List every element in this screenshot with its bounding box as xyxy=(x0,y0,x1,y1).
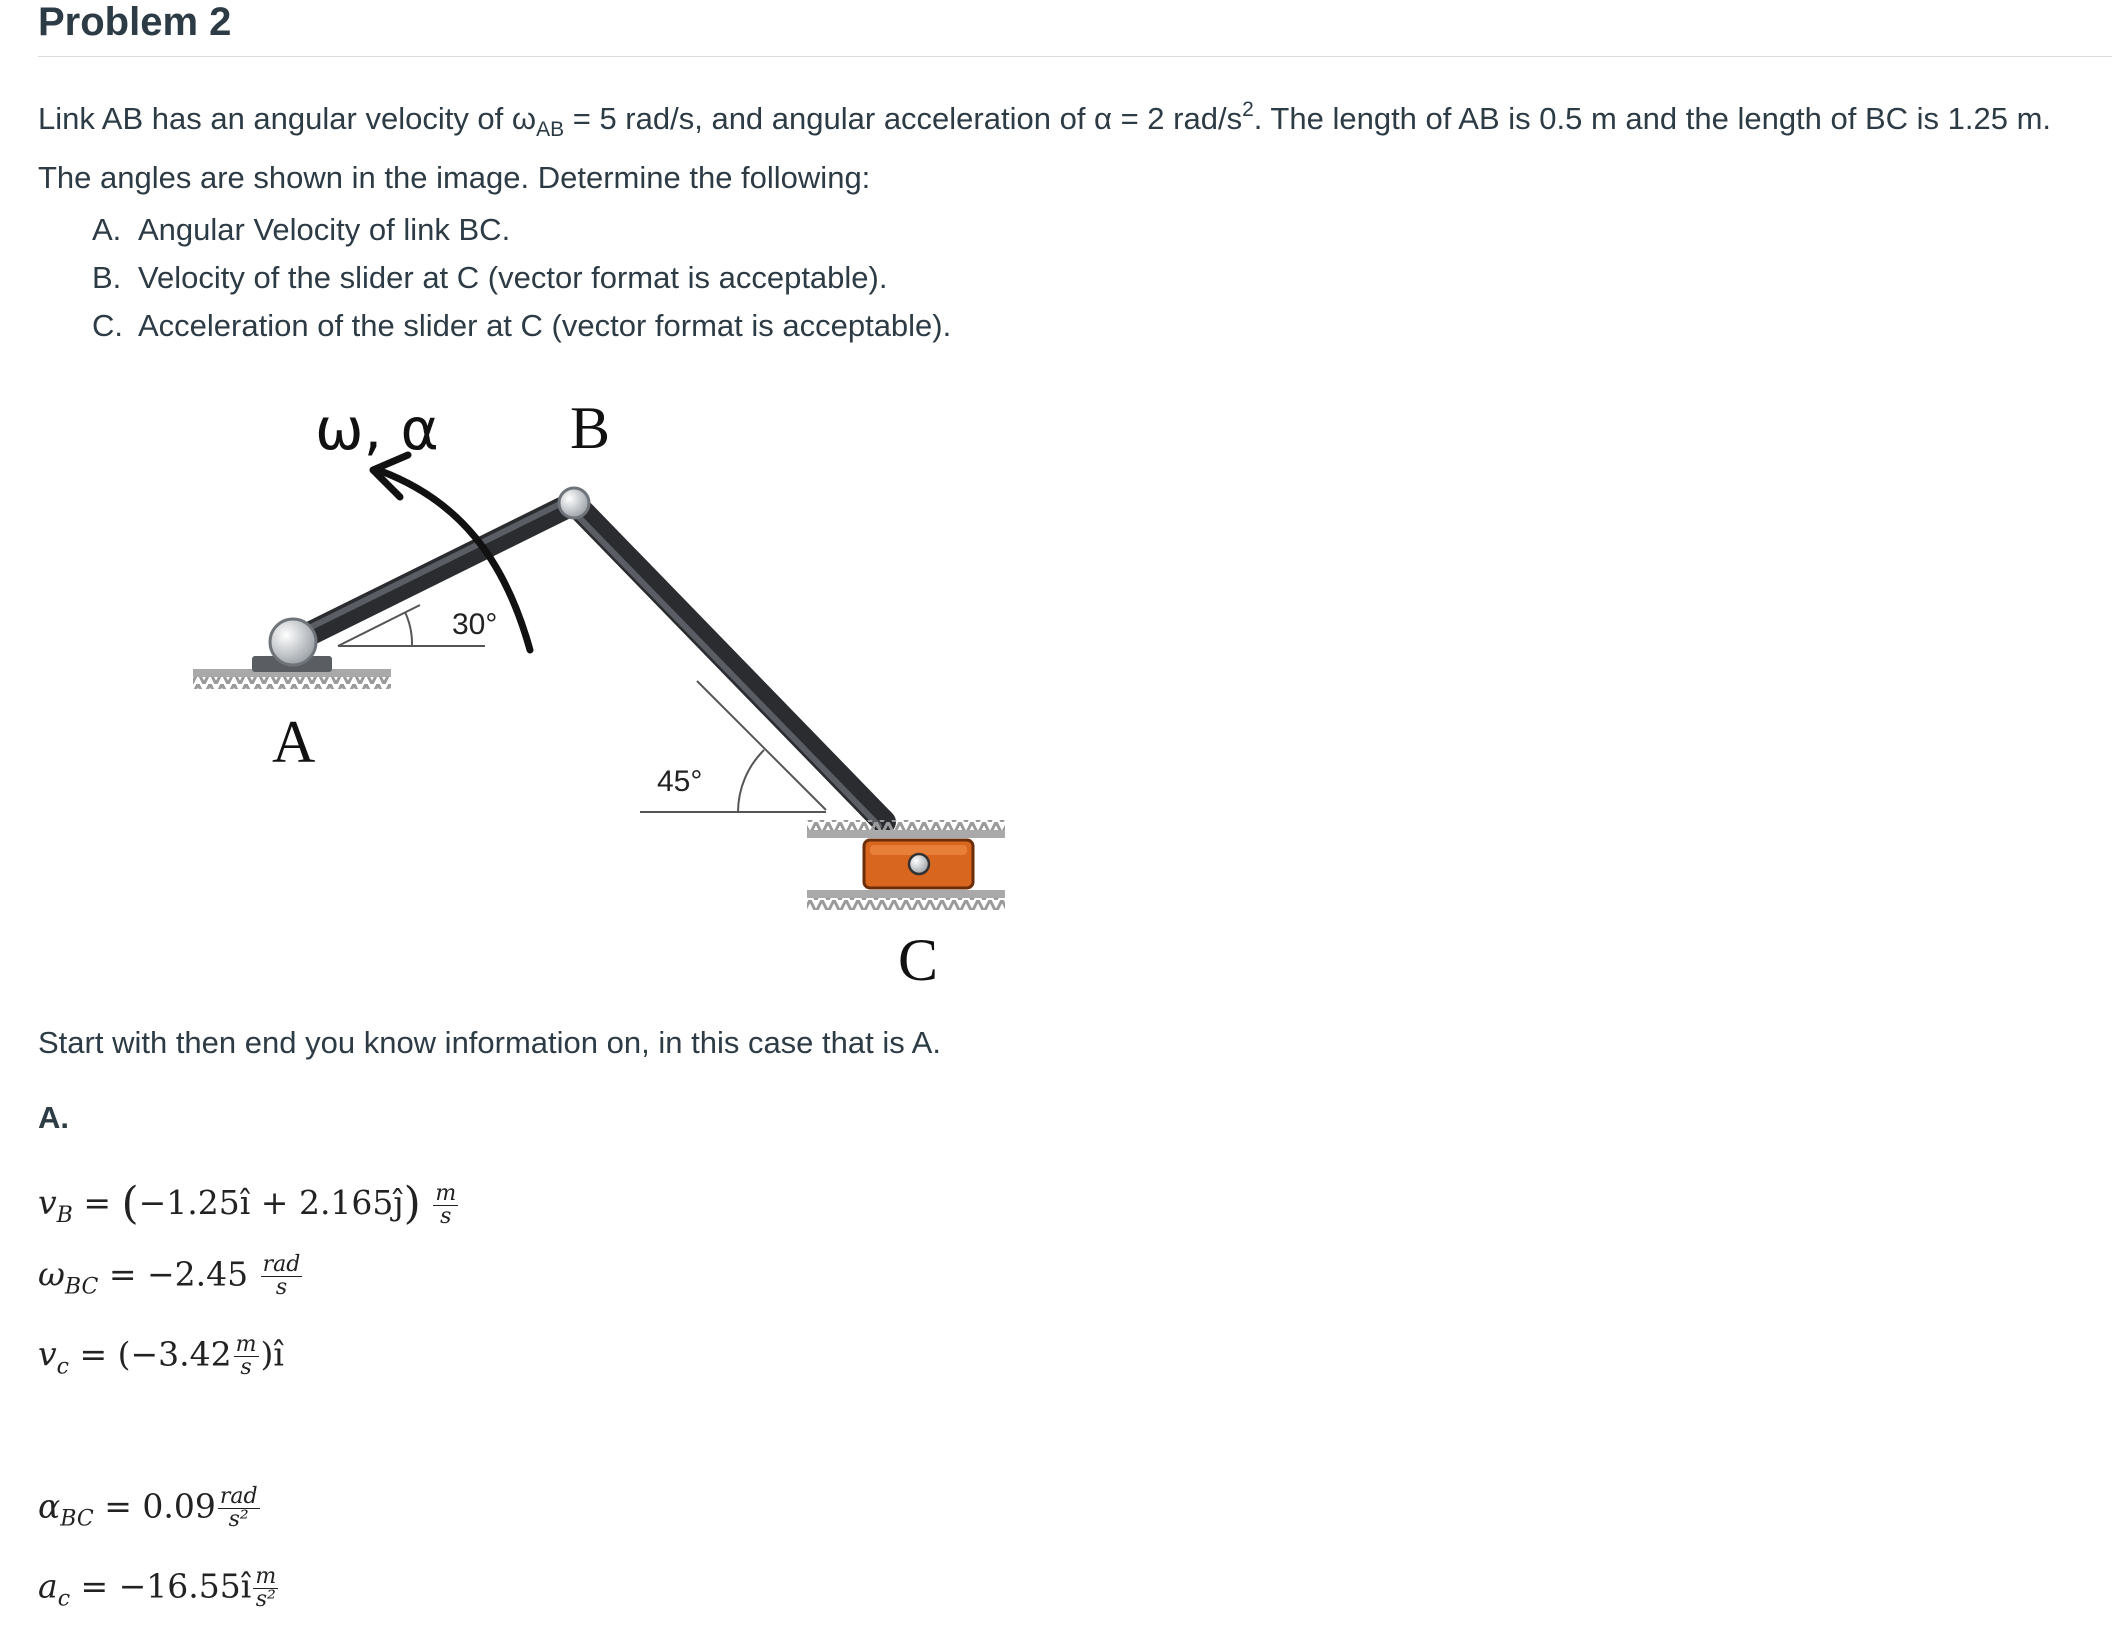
vc-unit xyxy=(234,1334,259,1379)
abc-lhs: α xyxy=(38,1486,61,1526)
ac-unit xyxy=(253,1566,278,1611)
link-bc xyxy=(574,503,884,822)
part-a-heading: A. xyxy=(38,1100,69,1135)
pin-a xyxy=(270,619,316,665)
ac-sub: c xyxy=(57,1586,71,1612)
ac-value: −16.55î xyxy=(118,1566,252,1606)
ac-lhs: a xyxy=(38,1566,58,1606)
omega-alpha-label: ω, α xyxy=(315,395,439,463)
pin-b xyxy=(559,488,589,518)
list-marker: C. xyxy=(92,308,123,343)
vb-unit-num: m xyxy=(435,1180,457,1206)
vc-eq: = xyxy=(68,1334,118,1374)
list-text: Angular Velocity of link BC. xyxy=(138,212,511,247)
vb-open: ( xyxy=(121,1178,139,1229)
vb-unit-den: s xyxy=(440,1203,452,1229)
ac-unit-den: s² xyxy=(255,1587,276,1612)
equation-abc xyxy=(38,1486,262,1532)
vc-open: ( xyxy=(117,1334,131,1374)
hint-text: Start with then end you know information on, in this case that is A. xyxy=(38,1025,941,1060)
vb-unit xyxy=(433,1180,458,1229)
wbc-unit-num: rad xyxy=(262,1252,301,1277)
vc-vec: î xyxy=(273,1334,284,1374)
vc-unit-num: m xyxy=(235,1332,257,1357)
ac-eq: = xyxy=(70,1566,119,1606)
equation-wbc xyxy=(38,1254,304,1300)
vb-body: −1.25î + 2.165ĵ xyxy=(138,1183,404,1222)
list-marker: A. xyxy=(92,212,122,247)
statement-part-1: Link AB has an angular velocity of ω xyxy=(38,101,537,136)
wbc-unit xyxy=(261,1254,303,1299)
page-title: Problem 2 xyxy=(38,0,232,44)
wbc-value: −2.45 xyxy=(146,1254,249,1294)
link-ab xyxy=(293,503,574,642)
abc-unit-num: rad xyxy=(219,1484,258,1509)
angle-45-label: 45° xyxy=(657,765,703,798)
equation-vb xyxy=(38,1178,460,1229)
vc-lhs: v xyxy=(38,1334,57,1374)
vc-unit-den: s xyxy=(240,1355,252,1380)
vb-close: ) xyxy=(403,1178,421,1229)
vb-lhs: v xyxy=(38,1183,57,1222)
equation-ac xyxy=(38,1566,280,1612)
slider-guide-top xyxy=(807,820,1005,838)
slider-guide-bottom xyxy=(807,890,1005,910)
wbc-sub: BC xyxy=(64,1274,99,1300)
statement-part-3: . The length of AB is 0.5 m and the length of BC is 1.25 m. The angles are shown in the image. Determine the following: xyxy=(38,101,2052,195)
list-text: Acceleration of the slider at C (vector format is acceptable). xyxy=(138,308,952,343)
vc-sub: c xyxy=(56,1354,69,1380)
statement-superscript: 2 xyxy=(1242,98,1254,121)
wbc-unit-den: s xyxy=(275,1275,288,1300)
vb-eq: = xyxy=(72,1183,122,1222)
label-c: C xyxy=(898,927,939,993)
abc-sub: BC xyxy=(60,1506,94,1532)
label-b: B xyxy=(570,395,611,461)
ac-unit-num: m xyxy=(255,1564,277,1589)
angle-30-label: 30° xyxy=(452,608,498,641)
vc-value: −3.42 xyxy=(130,1334,232,1374)
wbc-eq: = xyxy=(98,1254,147,1294)
vb-sub: B xyxy=(56,1203,73,1228)
wbc-lhs: ω xyxy=(38,1254,65,1294)
abc-eq: = xyxy=(93,1486,143,1526)
abc-unit-den: s² xyxy=(228,1507,249,1532)
abc-value: 0.09 xyxy=(142,1486,216,1526)
statement-part-2: = 5 rad/s, and angular acceleration of α = 2 rad/s xyxy=(564,101,1243,136)
pin-c xyxy=(909,854,929,874)
equation-vc xyxy=(38,1334,284,1380)
list-text: Velocity of the slider at C (vector format is acceptable). xyxy=(138,260,888,295)
statement-subscript: AB xyxy=(536,118,565,141)
label-a: A xyxy=(272,709,316,775)
list-marker: B. xyxy=(92,260,122,295)
vc-close: ) xyxy=(260,1334,274,1374)
abc-unit xyxy=(218,1486,260,1531)
